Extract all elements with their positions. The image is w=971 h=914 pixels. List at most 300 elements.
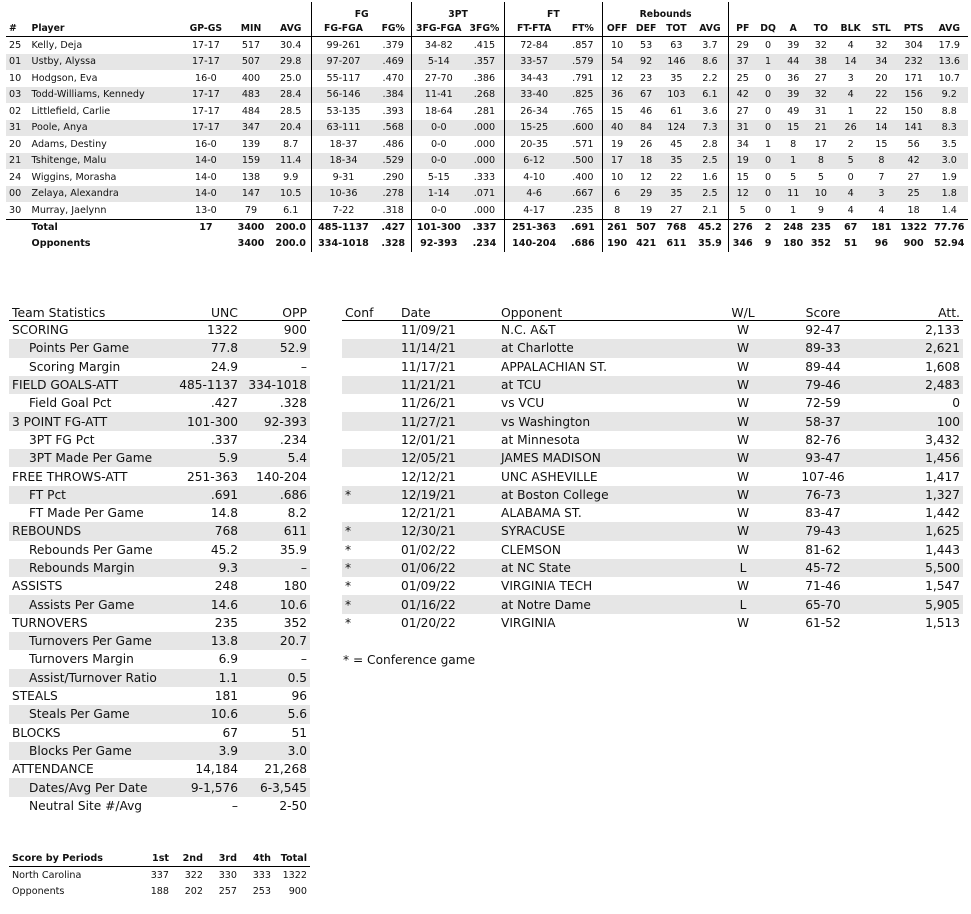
cell-steals: 4 — [878, 204, 885, 216]
game-conference-marker — [342, 358, 398, 376]
cell-3fg-pct: .000 — [473, 122, 496, 134]
periods-header-1st: 1st — [137, 851, 172, 867]
game-result: W — [736, 432, 750, 447]
team-stat-row — [9, 486, 310, 504]
cell-steals: 15 — [875, 138, 888, 150]
group-header-blank-2 — [729, 2, 968, 20]
cell-reb-off: 36 — [603, 87, 632, 104]
total-cell-min-avg: 200.0 — [270, 219, 311, 236]
total-cell-ft-fta: 140-204 — [504, 236, 563, 252]
team-stat-unc: 24.9 — [210, 359, 238, 374]
column-header-row — [6, 20, 968, 37]
game-result: W — [736, 615, 750, 630]
total-cell-pf: 276 — [729, 219, 757, 236]
game-conference-marker: * — [345, 615, 352, 630]
cell-gp-gs: 14-0 — [195, 188, 217, 200]
cell-3fg-fga: 5-14 — [412, 54, 465, 71]
game-opponent: N.C. A&T — [501, 323, 556, 338]
team-stat-opp: 10.6 — [279, 597, 307, 612]
team-stat-label: 3PT FG Pct — [29, 432, 95, 447]
total-cell-steals: 96 — [874, 238, 889, 249]
game-attendance: 1,513 — [925, 615, 960, 630]
cell-blocks: 5 — [847, 155, 854, 167]
cell-turnovers: 32 — [814, 89, 827, 101]
cell-jersey: 31 — [9, 122, 22, 134]
schedule-header-attendance: Att. — [868, 305, 963, 321]
cell-reb-def: 23 — [640, 72, 653, 84]
team-statistics-table — [9, 305, 310, 815]
schedule-row — [342, 577, 963, 595]
team-stat-label: Steals Per Game — [29, 707, 130, 722]
schedule-row — [342, 595, 963, 613]
cell-pts-avg: 3.5 — [941, 138, 957, 150]
team-stat-row — [9, 431, 310, 449]
game-opponent: at Minnesota — [501, 432, 581, 447]
team-stat-opp: .234 — [279, 432, 307, 447]
cell-blocks: 26 — [844, 122, 857, 134]
game-score: 61-52 — [805, 615, 841, 630]
team-stat-opp: 0.5 — [287, 670, 307, 685]
total-cell-turnovers: 235 — [807, 219, 836, 236]
cell-reb-avg: 2.2 — [702, 72, 718, 84]
cell-dq: 0 — [765, 105, 772, 117]
total-cell-min-avg: 200.0 — [275, 238, 306, 249]
cell-3fg-pct: .333 — [473, 171, 496, 183]
cell-points: 304 — [904, 39, 923, 51]
periods-value: 337 — [150, 869, 169, 881]
game-attendance: 5,905 — [925, 597, 960, 612]
cell-steals: 7 — [878, 171, 885, 183]
team-stat-opp: .328 — [279, 396, 307, 411]
cell-pf: 34 — [729, 136, 757, 153]
team-stat-unc: .337 — [210, 432, 238, 447]
cell-min: 483 — [241, 89, 261, 101]
total-cell-ft-fta: 251-363 — [504, 219, 563, 236]
total-cell-assists: 248 — [780, 219, 807, 236]
game-attendance: 2,133 — [925, 323, 960, 338]
cell-min-avg: 28.5 — [280, 105, 302, 117]
team-stat-row — [9, 321, 310, 340]
cell-fg-pct: .486 — [382, 138, 404, 150]
team-stats-opp-header: OPP — [241, 305, 310, 321]
team-stat-label: Assists Per Game — [29, 597, 135, 612]
column-header-steals: STL — [866, 20, 897, 37]
team-stat-row — [9, 412, 310, 430]
cell-steals: 20 — [875, 72, 888, 84]
game-conference-marker — [342, 431, 398, 449]
cell-reb-tot: 103 — [667, 89, 686, 101]
schedule-rows — [342, 321, 963, 633]
cell-blocks: 4 — [847, 188, 854, 200]
cell-min-avg: 30.4 — [280, 39, 302, 51]
team-stat-opp: 20.7 — [279, 634, 307, 649]
schedule-row — [342, 321, 963, 340]
cell-ft-pct: .235 — [572, 204, 594, 216]
cell-player: Ustby, Alyssa — [31, 56, 96, 68]
team-stat-opp: 3.0 — [287, 743, 307, 758]
cell-reb-def: 12 — [640, 171, 653, 183]
cell-3fg-pct: .357 — [473, 56, 496, 68]
cell-jersey: 01 — [9, 56, 22, 68]
team-stat-unc: 181 — [214, 689, 238, 704]
team-stat-row — [9, 760, 310, 778]
team-stat-opp: 8.2 — [287, 506, 307, 521]
team-stat-row — [9, 339, 310, 357]
total-cell-pf: 346 — [729, 236, 757, 252]
team-stat-row — [9, 394, 310, 412]
team-stat-label: Neutral Site #/Avg — [29, 798, 143, 813]
team-stat-unc: 485-1137 — [179, 378, 238, 393]
cell-reb-def: 46 — [640, 105, 653, 117]
team-stat-row — [9, 504, 310, 522]
total-cell-fg-fga: 334-1018 — [311, 236, 375, 252]
player-row — [6, 37, 968, 54]
team-stat-unc: 9.3 — [218, 561, 238, 575]
total-cell-points: 1322 — [897, 219, 931, 236]
cell-min: 138 — [241, 171, 261, 183]
cell-gp-gs: 17-17 — [191, 39, 220, 51]
cell-fg-fga: 18-37 — [311, 136, 375, 153]
cell-fg-fga: 9-31 — [311, 169, 375, 186]
team-stat-opp: 352 — [283, 615, 307, 630]
cell-pts-avg: 10.7 — [938, 72, 960, 84]
cell-pf: 12 — [729, 186, 757, 203]
schedule-row — [342, 431, 963, 449]
cell-gp-gs: 13-0 — [195, 204, 217, 216]
cell-reb-tot: 35 — [670, 72, 683, 84]
team-stat-label: FIELD GOALS-ATT — [12, 378, 119, 393]
cell-min-avg: 9.9 — [283, 171, 299, 183]
team-stat-row — [9, 669, 310, 687]
cell-reb-avg: 6.1 — [702, 89, 718, 101]
group-header-fg: FG — [311, 2, 411, 20]
team-stat-opp: 334-1018 — [248, 378, 307, 393]
cell-fg-pct: .379 — [382, 39, 404, 51]
game-opponent: at Notre Dame — [501, 597, 591, 612]
total-cell-assists: 180 — [783, 238, 804, 249]
team-stat-opp: 52.9 — [279, 341, 307, 356]
cell-dq: 0 — [765, 39, 772, 51]
game-result: W — [736, 414, 750, 429]
game-result: W — [736, 579, 750, 594]
cell-fg-pct: .529 — [382, 155, 404, 167]
cell-dq: 0 — [765, 188, 772, 200]
cell-assists: 11 — [787, 188, 800, 200]
cell-reb-avg: 2.5 — [702, 155, 718, 167]
team-stat-unc: .427 — [210, 396, 238, 411]
game-opponent: VIRGINIA TECH — [501, 579, 593, 594]
cell-blocks: 0 — [847, 171, 854, 183]
team-stat-unc: 5.9 — [218, 451, 238, 466]
game-result: W — [736, 506, 750, 521]
cell-player: Kelly, Deja — [31, 39, 83, 51]
team-stat-unc: 251-363 — [187, 469, 238, 484]
score-by-periods-table — [9, 851, 310, 900]
cell-steals: 14 — [875, 122, 888, 134]
cell-min: 79 — [244, 204, 258, 216]
game-date: 11/21/21 — [401, 378, 456, 393]
cell-reb-off: 12 — [603, 70, 632, 87]
cell-dq: 0 — [765, 72, 772, 84]
cell-min-avg: 20.4 — [280, 122, 302, 134]
cell-pf: 42 — [729, 87, 757, 104]
team-stat-label: ASSISTS — [12, 579, 63, 594]
cell-points: 141 — [904, 122, 923, 134]
player-row — [6, 54, 968, 71]
team-stat-unc: 6.9 — [218, 652, 238, 667]
schedule-row — [342, 504, 963, 522]
game-conference-marker — [342, 449, 398, 467]
cell-blocks: 4 — [847, 89, 854, 101]
cell-steals: 22 — [875, 105, 888, 117]
cell-3fg-pct: .000 — [473, 155, 496, 167]
cell-dq: 0 — [765, 155, 772, 167]
cell-pts-avg: 8.3 — [941, 122, 957, 134]
game-result: W — [736, 378, 750, 393]
total-cell-ft-pct: .686 — [571, 238, 595, 249]
cell-pf: 27 — [729, 103, 757, 120]
game-attendance: 1,327 — [925, 487, 960, 502]
total-cell-gp-gs: 17 — [180, 219, 231, 236]
game-result: L — [739, 597, 747, 612]
team-stat-unc: 67 — [222, 725, 238, 740]
cell-ft-pct: .579 — [572, 56, 594, 68]
schedule-row — [342, 522, 963, 540]
game-attendance: 1,456 — [925, 451, 960, 466]
cell-assists: 49 — [787, 105, 800, 117]
cell-ft-fta: 4-10 — [504, 169, 563, 186]
total-cell-reb-avg: 45.2 — [692, 219, 729, 236]
cell-reb-def: 67 — [640, 89, 653, 101]
team-stat-opp: 6-3,545 — [259, 780, 307, 795]
team-stat-opp: 92-393 — [263, 414, 307, 429]
game-opponent: at Boston College — [501, 487, 609, 502]
cell-ft-pct: .667 — [572, 188, 594, 200]
player-totals — [6, 219, 968, 252]
cell-fg-fga: 53-135 — [311, 103, 375, 120]
column-header-reb-def: DEF — [631, 20, 661, 37]
game-score: 76-73 — [805, 487, 841, 502]
cell-pf: 37 — [729, 54, 757, 71]
cell-jersey: 03 — [9, 89, 22, 101]
periods-value: 330 — [218, 869, 237, 881]
cell-ft-fta: 33-40 — [504, 87, 563, 104]
game-result: W — [736, 396, 750, 411]
game-attendance: 1,625 — [925, 524, 960, 539]
column-header-fg-pct: FG% — [375, 20, 412, 37]
cell-assists: 39 — [787, 89, 800, 101]
total-cell-jersey — [6, 236, 29, 252]
schedule-header-opponent: Opponent — [498, 305, 708, 321]
cell-assists: 1 — [790, 204, 797, 216]
game-date: 11/14/21 — [401, 341, 456, 356]
cell-fg-fga: 10-36 — [311, 186, 375, 203]
cell-pts-avg: 8.8 — [941, 105, 957, 117]
cell-blocks: 2 — [847, 138, 854, 150]
game-opponent: VIRGINIA — [501, 615, 556, 630]
periods-team: Opponents — [12, 886, 65, 898]
cell-reb-off: 6 — [603, 186, 632, 203]
cell-pts-avg: 9.2 — [941, 89, 957, 101]
cell-ft-pct: .600 — [572, 122, 594, 134]
team-stat-row — [9, 522, 310, 540]
team-stats-title: Team Statistics — [9, 305, 176, 321]
schedule-row — [342, 541, 963, 559]
cell-min: 139 — [241, 138, 261, 150]
team-stat-unc: 45.2 — [210, 542, 238, 557]
team-stats-rows — [9, 321, 310, 816]
periods-title: Score by Periods — [9, 851, 137, 867]
game-result: W — [736, 359, 750, 374]
game-score: 81-62 — [805, 542, 841, 557]
cell-ft-pct: .500 — [572, 155, 594, 167]
team-stat-row — [9, 632, 310, 650]
column-header-3fg-fga: 3FG-FGA — [412, 20, 465, 37]
game-date: 01/16/22 — [401, 597, 456, 612]
cell-fg-pct: .568 — [382, 122, 404, 134]
total-cell-fg-pct: .427 — [375, 219, 412, 236]
cell-reb-off: 17 — [603, 153, 632, 170]
column-header-turnovers: TO — [807, 20, 836, 37]
cell-min-avg: 25.0 — [280, 72, 302, 84]
cell-pts-avg: 17.9 — [938, 39, 960, 51]
game-conference-marker — [342, 321, 398, 340]
cell-player: Hodgson, Eva — [31, 72, 98, 84]
cell-fg-fga: 99-261 — [311, 37, 375, 54]
cell-gp-gs: 17-17 — [191, 122, 220, 134]
cell-player: Murray, Jaelynn — [31, 204, 107, 216]
cell-steals: 3 — [878, 188, 885, 200]
team-stat-opp: 51 — [291, 725, 307, 740]
cell-pts-avg: 1.4 — [941, 204, 957, 216]
game-opponent: at TCU — [501, 378, 542, 393]
cell-steals: 8 — [878, 155, 885, 167]
cell-pts-avg: 3.0 — [941, 155, 957, 167]
cell-reb-avg: 2.1 — [702, 204, 718, 216]
team-stat-opp: .686 — [279, 487, 307, 502]
team-stat-opp: – — [300, 359, 307, 374]
cell-reb-tot: 27 — [670, 204, 683, 216]
team-stat-opp: 35.9 — [279, 542, 307, 557]
player-row — [6, 70, 968, 87]
player-row — [6, 169, 968, 186]
cell-min-avg: 8.7 — [283, 138, 299, 150]
team-stat-unc: 14,184 — [195, 762, 238, 777]
team-stat-label: ATTENDANCE — [12, 762, 94, 777]
team-stat-label: 3 POINT FG-ATT — [12, 414, 108, 429]
game-conference-marker: * — [345, 542, 352, 557]
game-date: 12/12/21 — [401, 469, 456, 484]
periods-header-3rd: 3rd — [206, 851, 240, 867]
cell-dq: 0 — [765, 89, 772, 101]
team-stat-label: Turnovers Per Game — [29, 634, 152, 649]
cell-reb-off: 8 — [603, 202, 632, 219]
cell-reb-tot: 61 — [670, 105, 683, 117]
periods-rows — [9, 867, 310, 901]
cell-turnovers: 17 — [814, 138, 827, 150]
cell-reb-avg: 2.8 — [702, 138, 718, 150]
game-opponent: at NC State — [501, 561, 571, 575]
schedule-row — [342, 376, 963, 394]
cell-reb-off: 40 — [603, 120, 632, 137]
game-opponent: JAMES MADISON — [501, 451, 601, 466]
cell-ft-fta: 20-35 — [504, 136, 563, 153]
column-header-reb-avg: AVG — [692, 20, 729, 37]
player-stats-table — [6, 2, 968, 252]
column-header-pts-avg: AVG — [931, 20, 968, 37]
game-score: 82-76 — [805, 432, 841, 447]
schedule-row — [342, 486, 963, 504]
cell-fg-pct: .469 — [382, 56, 404, 68]
cell-reb-avg: 8.6 — [702, 56, 718, 68]
game-opponent: SYRACUSE — [501, 524, 566, 539]
team-stat-opp: – — [300, 652, 307, 667]
cell-ft-fta: 6-12 — [504, 153, 563, 170]
cell-reb-def: 18 — [640, 155, 653, 167]
game-conference-marker — [342, 467, 398, 485]
total-cell-reb-off: 190 — [603, 236, 632, 252]
team-stat-unc: 13.8 — [210, 634, 238, 649]
game-date: 11/26/21 — [401, 396, 456, 411]
team-stat-unc: 14.8 — [210, 506, 238, 521]
cell-reb-avg: 2.5 — [702, 188, 718, 200]
team-stat-label: SCORING — [12, 323, 69, 338]
game-score: 79-43 — [805, 524, 841, 539]
team-stat-label: Scoring Margin — [29, 359, 121, 374]
cell-assists: 1 — [790, 155, 797, 167]
cell-jersey: 20 — [9, 138, 22, 150]
schedule-row — [342, 412, 963, 430]
cell-turnovers: 8 — [817, 155, 824, 167]
player-row — [6, 103, 968, 120]
cell-points: 232 — [904, 56, 923, 68]
total-cell-reb-def: 507 — [631, 219, 661, 236]
team-stat-unc: 77.8 — [210, 341, 238, 356]
cell-blocks: 14 — [844, 56, 857, 68]
total-cell-fg-pct: .328 — [381, 238, 406, 249]
cell-ft-fta: 33-57 — [504, 54, 563, 71]
periods-value: 333 — [252, 869, 271, 881]
cell-gp-gs: 16-0 — [195, 138, 217, 150]
periods-value: 1322 — [282, 869, 307, 881]
cell-reb-def: 92 — [640, 56, 653, 68]
game-attendance: 1,417 — [925, 469, 960, 484]
cell-gp-gs: 17-17 — [191, 56, 220, 68]
game-result: W — [736, 524, 750, 539]
cell-3fg-fga: 11-41 — [412, 87, 465, 104]
game-conference-marker: * — [345, 579, 352, 594]
cell-blocks: 4 — [847, 39, 854, 51]
team-stat-unc: 768 — [214, 524, 238, 539]
team-stats-header-row — [9, 305, 310, 321]
cell-fg-fga: 18-34 — [311, 153, 375, 170]
cell-3fg-fga: 34-82 — [412, 37, 465, 54]
cell-turnovers: 10 — [814, 188, 827, 200]
cell-assists: 39 — [787, 39, 800, 51]
team-stat-label: Assist/Turnover Ratio — [29, 670, 157, 685]
cell-dq: 1 — [765, 56, 772, 68]
game-date: 12/01/21 — [401, 432, 456, 447]
team-stat-opp: – — [300, 561, 307, 575]
cell-min-avg: 29.8 — [280, 56, 302, 68]
schedule-row — [342, 559, 963, 577]
game-result: W — [736, 487, 750, 502]
periods-value: 900 — [288, 886, 307, 898]
team-stat-row — [9, 559, 310, 577]
team-stat-opp: 5.6 — [287, 707, 307, 722]
cell-fg-fga: 56-146 — [311, 87, 375, 104]
game-score: 65-70 — [805, 597, 841, 612]
